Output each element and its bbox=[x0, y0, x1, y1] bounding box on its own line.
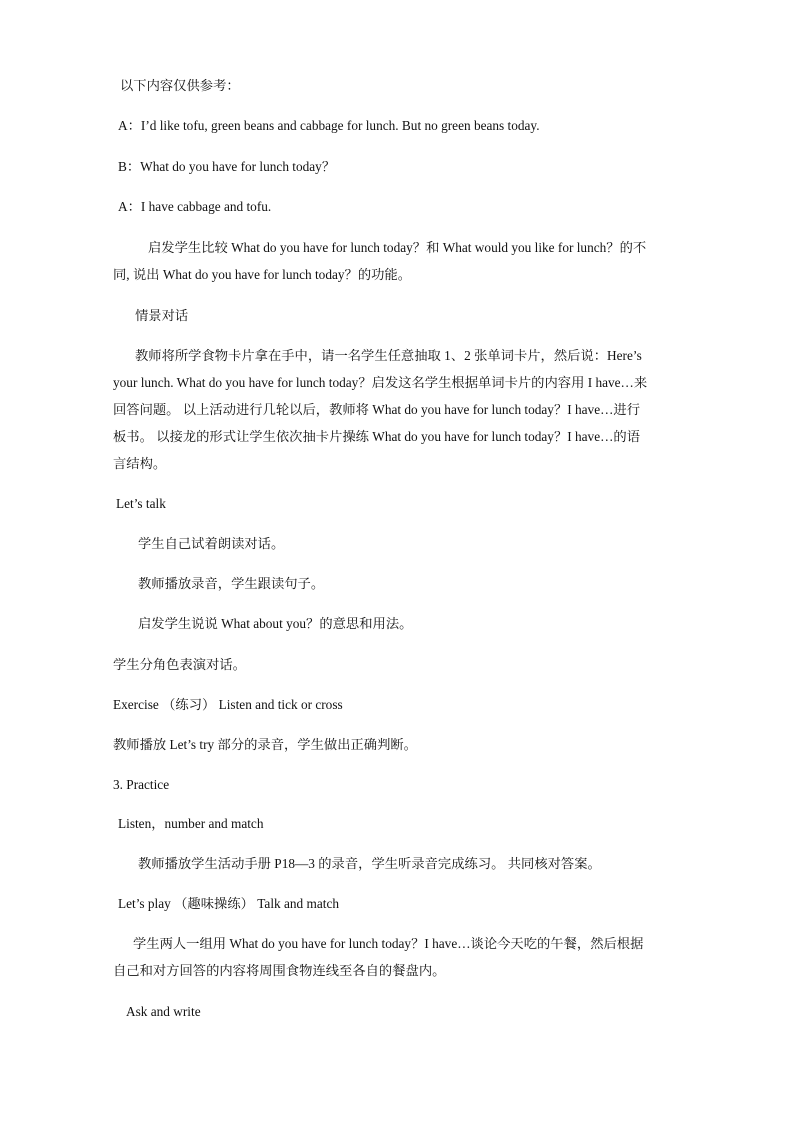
step-play-recording: 教师播放录音，学生跟读句子。 bbox=[138, 576, 325, 591]
step-read-dialogue: 学生自己试着朗读对话。 bbox=[138, 536, 285, 551]
dialogue-line-b: B：What do you have for lunch today？ bbox=[118, 159, 336, 174]
section-heading-lets-play: Let’s play （趣味操练） Talk and match bbox=[118, 896, 340, 911]
reference-note: 以下内容仅供参考： bbox=[120, 78, 240, 93]
step-lets-try: 教师播放 Let’s try 部分的录音，学生做出正确判断。 bbox=[113, 737, 417, 752]
dialogue-line-a1: A：I’d like tofu, green beans and cabbage for lunch. But no green beans today. bbox=[118, 118, 540, 133]
section-heading-listen-number-match: Listen，number and match bbox=[118, 816, 264, 831]
section-heading-lets-talk: Let’s talk bbox=[116, 496, 166, 511]
paragraph-cards-line5: 言结构。 bbox=[113, 456, 167, 471]
section-heading-situation-dialogue: 情景对话 bbox=[135, 308, 189, 323]
dialogue-line-a2: A：I have cabbage and tofu. bbox=[118, 199, 272, 214]
paragraph-cards-line2: your lunch. What do you have for lunch today？启发这名学生根据单词卡片的内容用 I have…来 bbox=[113, 375, 648, 390]
paragraph-pair-work-line2: 自己和对方回答的内容将周围食物连线至各自的餐盘内。 bbox=[113, 963, 446, 978]
step-what-about-you: 启发学生说说 What about you？的意思和用法。 bbox=[138, 616, 413, 631]
step-activity-book: 教师播放学生活动手册 P18—3 的录音，学生听录音完成练习。 共同核对答案。 bbox=[138, 856, 601, 871]
step-role-play: 学生分角色表演对话。 bbox=[113, 657, 246, 672]
paragraph-compare-line1: 启发学生比较 What do you have for lunch today？和 What would you like for lunch？的不 bbox=[148, 240, 647, 255]
paragraph-cards-line3: 回答问题。 以上活动进行几轮以后，教师将 What do you have for lunch today？I have…进行 bbox=[113, 402, 640, 417]
paragraph-cards-line1: 教师将所学食物卡片拿在手中，请一名学生任意抽取 1、2 张单词卡片，然后说：Here’s bbox=[135, 348, 642, 363]
paragraph-pair-work-line1: 学生两人一组用 What do you have for lunch today？I have…谈论今天吃的午餐，然后根据 bbox=[133, 936, 644, 951]
paragraph-compare-line2: 同, 说出 What do you have for lunch today？的功能。 bbox=[113, 267, 412, 282]
paragraph-cards-line4: 板书。 以接龙的形式让学生依次抽卡片操练 What do you have for lunch today？I have…的语 bbox=[113, 429, 640, 444]
section-heading-exercise: Exercise （练习） Listen and tick or cross bbox=[113, 697, 343, 712]
section-heading-ask-and-write: Ask and write bbox=[126, 1004, 201, 1019]
section-heading-practice: 3. Practice bbox=[113, 777, 170, 792]
